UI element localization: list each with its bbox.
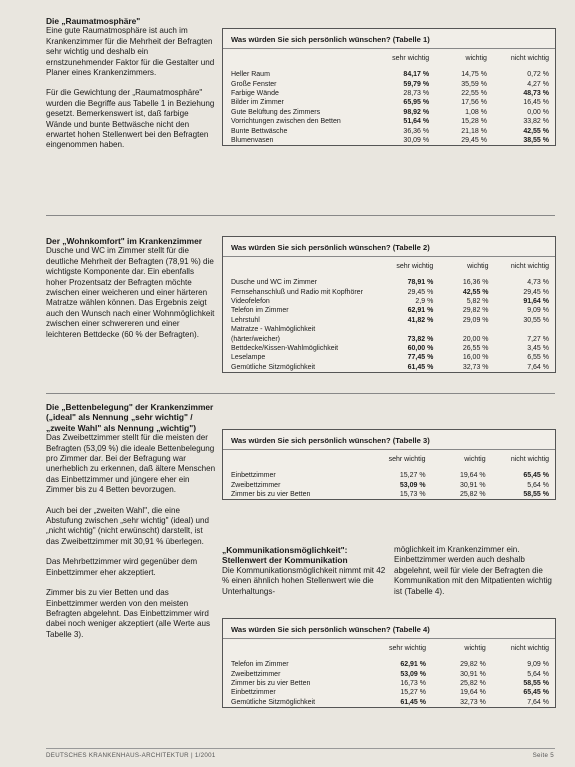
- column-header: sehr wichtig: [396, 263, 434, 270]
- table-row: [223, 688, 555, 697]
- row-value: 84,17 %: [403, 71, 430, 79]
- column-header: nicht wichtig: [510, 645, 549, 652]
- table-row: [223, 126, 555, 135]
- section-title: Der „Wohnkomfort" im Krankenzimmer: [46, 236, 202, 246]
- row-value: 30,09 %: [403, 136, 430, 144]
- row-label: Lehrstuhl: [231, 316, 260, 324]
- row-value: 53,09 %: [399, 481, 426, 489]
- row-value: 62,91 %: [407, 307, 434, 315]
- row-value: 29,82 %: [460, 661, 486, 669]
- row-label: Telefon im Zimmer: [231, 307, 289, 315]
- row-label: Blumenvasen: [231, 136, 274, 144]
- section-paragraph: möglichkeit im Krankenzimmer ein. Einbettzimmer werden auch deshalb abgelehnt, weil für viele der Befragten die Kommunikation mit den Mitpatienten wichtig ist (Tabelle 4).: [394, 545, 552, 596]
- row-value: 53,09 %: [400, 670, 426, 678]
- row-value: 15,27 %: [399, 472, 426, 480]
- row-value: 42,55 %: [462, 288, 489, 296]
- table-row: [223, 353, 555, 362]
- table-row: [223, 108, 555, 117]
- row-label: Einbettzimmer: [231, 472, 276, 480]
- row-label: Farbige Wände: [231, 89, 279, 97]
- column-header: nicht wichtig: [510, 55, 549, 62]
- row-label: Zimmer bis zu vier Betten: [231, 490, 311, 498]
- section-wohnkomfort: [46, 236, 216, 350]
- row-label: (härter/weicher): [231, 335, 281, 343]
- row-value: 5,82 %: [466, 297, 489, 305]
- table-row: [223, 669, 555, 678]
- section-paragraph: Die Kommunikationsmöglichkeit nimmt mit 42 % einen ähnlich hohen Stellenwert wie die Unterhaltungs-: [222, 565, 386, 596]
- survey-table-1: [222, 28, 556, 146]
- row-value: 16,73 %: [400, 679, 426, 687]
- row-value: 25,82 %: [460, 679, 486, 687]
- section-divider: [46, 393, 555, 394]
- table-row: [223, 679, 555, 688]
- section-paragraph: Dusche und WC im Zimmer stellt für die deutliche Mehrheit der Befragten (78,91 %) die wichtigste Komponente dar. Ein ebenfalls hoher Prozentsatz der Befragten möchte zwischen einer weicheren und einer härteren Matratze wählen können. Das Ergebnis zeigt auch den Wunsch nach einer Wohnmöglichkeit zwischen einer schwereren und einer leichteren Bettdecke (60 % der Befragten).: [46, 246, 215, 339]
- row-value: 16,45 %: [523, 99, 549, 107]
- row-label: Zimmer bis zu vier Betten: [231, 679, 311, 687]
- row-value: 65,45 %: [523, 689, 549, 697]
- table-row: [223, 325, 555, 334]
- section-title: Die „Raumatmosphäre": [46, 16, 141, 26]
- row-value: 1,08 %: [465, 108, 487, 116]
- table-row: [223, 117, 555, 126]
- row-value: 28,73 %: [403, 89, 430, 97]
- row-value: 9,09 %: [527, 307, 549, 315]
- section-kommunikation: [222, 545, 387, 607]
- row-value: 32,73 %: [460, 698, 486, 706]
- row-value: 25,82 %: [459, 490, 486, 498]
- row-value: 41,82 %: [407, 316, 434, 324]
- row-value: 65,45 %: [523, 472, 549, 480]
- section-paragraph: Zimmer bis zu vier Betten und das Einbettzimmer werden von den meisten Befragten abgelehnt. Das Einbettzimmer wird dabei noch weniger akzeptiert (alle Werte aus Tabelle 3).: [46, 588, 211, 639]
- table-row: [223, 657, 555, 669]
- table-row: [223, 136, 555, 145]
- row-value: 61,45 %: [407, 363, 434, 371]
- section-paragraph: Auch bei der „zweiten Wahl", die eine Abstufung zwischen „sehr wichtig" (ideal) und „nicht wichtig" (nicht erwünscht) darstellt, ist das Zweibettzimmer mit 30,91 % überlegen.: [46, 505, 210, 546]
- row-value: 29,82 %: [462, 307, 489, 315]
- row-label: Telefon im Zimmer: [231, 661, 289, 669]
- row-value: 3,45 %: [527, 344, 549, 352]
- table-row: [223, 98, 555, 107]
- table-row: [223, 67, 555, 79]
- column-header: sehr wichtig: [388, 456, 426, 463]
- row-value: 29,45 %: [407, 288, 434, 296]
- table-row: [223, 363, 555, 372]
- row-value: 60,00 %: [407, 344, 434, 352]
- row-value: 9,09 %: [527, 661, 549, 669]
- section-paragraph: Für die Gewichtung der „Raumatmosphäre" wurden die Begriffe aus Tabelle 1 in Beziehung gesetzt. Bemerkenswert ist, daß farbige Wände und bunte Bettwäsche nicht den erwartet hohen Stellenwert bei den Befragten eingenommen haben.: [46, 88, 215, 150]
- row-value: [495, 325, 555, 334]
- row-value: 6,55 %: [527, 354, 549, 362]
- row-value: 19,64 %: [460, 689, 486, 697]
- row-value: 77,45 %: [407, 354, 434, 362]
- row-label: Gute Belüftung des Zimmers: [231, 108, 321, 116]
- table-title: Was würden Sie sich persönlich wünschen? (Tabelle 4): [223, 619, 555, 639]
- row-value: 65,95 %: [403, 99, 430, 107]
- section-raumatmosphaere: [46, 16, 216, 161]
- table-row: [223, 79, 555, 88]
- table-title: Was würden Sie sich persönlich wünschen? (Tabelle 2): [223, 237, 555, 257]
- row-value: 32,73 %: [462, 363, 489, 371]
- row-value: [379, 325, 439, 334]
- column-header: sehr wichtig: [389, 645, 426, 652]
- row-label: Heller Raum: [231, 71, 270, 79]
- table-row: [223, 334, 555, 343]
- table-row: [223, 468, 555, 480]
- row-label: Dusche und WC im Zimmer: [231, 279, 317, 287]
- section-paragraph: Das Zweibettzimmer stellt für die meisten der Befragten (53,09 %) die ideale Bettenbelegung pro Zimmer dar. Bei der Befragung war unerheblich zu erkennen, daß ältere Menschen das Einbettzimmer und jüngere eher ein Zimmer bis zu 4 Betten bevorzugen.: [46, 433, 216, 495]
- row-value: 7,64 %: [527, 698, 549, 706]
- row-value: 15,28 %: [461, 118, 487, 126]
- column-header: wichtig: [465, 55, 487, 62]
- column-header: wichtig: [464, 645, 486, 652]
- section-divider: [46, 215, 555, 216]
- row-value: 15,73 %: [399, 490, 426, 498]
- row-value: 16,36 %: [462, 279, 489, 287]
- row-value: 22,55 %: [461, 89, 487, 97]
- row-label: Matratze - Wahlmöglichkeit: [231, 326, 316, 334]
- row-value: 48,73 %: [523, 89, 549, 97]
- row-value: 21,18 %: [461, 127, 487, 135]
- row-value: 0,00 %: [527, 108, 549, 116]
- row-value: 17,56 %: [461, 99, 487, 107]
- row-value: 29,45 %: [523, 288, 549, 296]
- table-row: [223, 698, 555, 707]
- column-header: sehr wichtig: [392, 55, 430, 62]
- row-label: Zweibettzimmer: [231, 481, 281, 489]
- row-value: 16,00 %: [462, 354, 489, 362]
- table-grid: [223, 450, 555, 499]
- row-label: Fernsehanschluß und Radio mit Kopfhörer: [231, 288, 363, 296]
- row-value: [439, 325, 494, 334]
- row-value: 0,72 %: [527, 71, 549, 79]
- table-row: [223, 490, 555, 499]
- row-label: Leselampe: [231, 354, 266, 362]
- row-value: 29,45 %: [461, 136, 487, 144]
- row-value: 59,79 %: [403, 80, 430, 88]
- row-value: 15,27 %: [400, 689, 426, 697]
- row-label: Einbettzimmer: [231, 689, 276, 697]
- row-value: 36,36 %: [403, 127, 430, 135]
- survey-table-2: [222, 236, 556, 373]
- row-value: 30,55 %: [523, 316, 549, 324]
- row-value: 42,55 %: [523, 127, 549, 135]
- row-value: 58,55 %: [523, 679, 549, 687]
- row-label: Große Fenster: [231, 80, 277, 88]
- row-value: 4,27 %: [527, 80, 549, 88]
- table-row: [223, 89, 555, 98]
- row-value: 5,64 %: [527, 481, 549, 489]
- row-value: 73,82 %: [407, 335, 434, 343]
- row-value: 98,92 %: [403, 108, 430, 116]
- column-header: wichtig: [467, 263, 489, 270]
- table-grid: [223, 639, 555, 707]
- row-value: 20,00 %: [462, 335, 489, 343]
- row-value: 35,59 %: [461, 80, 487, 88]
- row-label: Bettdecke/Kissen-Wahlmöglichkeit: [231, 344, 339, 352]
- row-value: 4,73 %: [527, 279, 549, 287]
- survey-table-4: [222, 618, 556, 708]
- row-label: Zweibettzimmer: [231, 670, 281, 678]
- table-row: [223, 287, 555, 296]
- row-value: 51,64 %: [403, 118, 430, 126]
- table-row: [223, 297, 555, 306]
- row-value: 58,55 %: [523, 490, 549, 498]
- row-value: 5,64 %: [527, 670, 549, 678]
- row-value: 26,55 %: [462, 344, 489, 352]
- table-title: Was würden Sie sich persönlich wünschen? (Tabelle 1): [223, 29, 555, 49]
- table-row: [223, 275, 555, 287]
- section-title: „Kommunikationsmöglichkeit": Stellenwert der Kommunikation: [222, 545, 348, 566]
- footer-publication: DEUTSCHES KRANKENHAUS-ARCHITEKTUR | 1/2001: [46, 752, 216, 759]
- table-row: [223, 316, 555, 325]
- row-value: 7,27 %: [527, 335, 549, 343]
- column-header: nicht wichtig: [510, 263, 549, 270]
- row-value: 7,64 %: [527, 363, 549, 371]
- row-value: 62,91 %: [400, 661, 426, 669]
- section-bettenbelegung: [46, 402, 216, 650]
- row-value: 2,9 %: [415, 297, 434, 305]
- row-value: 38,55 %: [523, 136, 549, 144]
- row-label: Gemütliche Sitzmöglichkeit: [231, 363, 316, 371]
- row-value: 33,82 %: [523, 118, 549, 126]
- table-grid: [223, 49, 555, 145]
- section-paragraph: Eine gute Raumatmosphäre ist auch im Krankenzimmer für die Mehrheit der Befragten sehr wichtig und deshalb ein ernstzunehmender Faktor für die Gestalter und Planer eines Krankenzimmers.: [46, 26, 215, 78]
- row-value: 30,91 %: [459, 481, 486, 489]
- table-row: [223, 480, 555, 489]
- row-value: 91,64 %: [523, 297, 549, 305]
- row-label: Bilder im Zimmer: [231, 99, 284, 107]
- column-header: wichtig: [464, 456, 486, 463]
- row-value: 30,91 %: [460, 670, 486, 678]
- row-value: 61,45 %: [400, 698, 426, 706]
- section-kommunikation-continued: [394, 545, 554, 607]
- row-label: Bunte Bettwäsche: [231, 127, 288, 135]
- section-title: Die „Bettenbelegung" der Krankenzimmer („ideal" als Nennung „sehr wichtig" / „zweite Wahl" als Nennung „wichtig"): [46, 402, 214, 433]
- column-header: nicht wichtig: [510, 456, 549, 463]
- row-value: 14,75 %: [461, 71, 487, 79]
- table-row: [223, 344, 555, 353]
- footer-page-number: Seite 5: [532, 752, 554, 759]
- section-paragraph: Das Mehrbettzimmer wird gegenüber dem Einbettzimmer eher akzeptiert.: [46, 557, 198, 577]
- row-label: Videofelefon: [231, 297, 270, 305]
- row-label: Vorrichtungen zwischen den Betten: [231, 118, 341, 126]
- table-grid: [223, 257, 555, 372]
- table-title: Was würden Sie sich persönlich wünschen? (Tabelle 3): [223, 430, 555, 450]
- row-label: Gemütliche Sitzmöglichkeit: [231, 698, 316, 706]
- table-row: [223, 306, 555, 315]
- row-value: 19,64 %: [459, 472, 486, 480]
- row-value: 29,09 %: [462, 316, 489, 324]
- survey-table-3: [222, 429, 556, 500]
- footer-rule: [46, 748, 555, 749]
- row-value: 78,91 %: [407, 279, 434, 287]
